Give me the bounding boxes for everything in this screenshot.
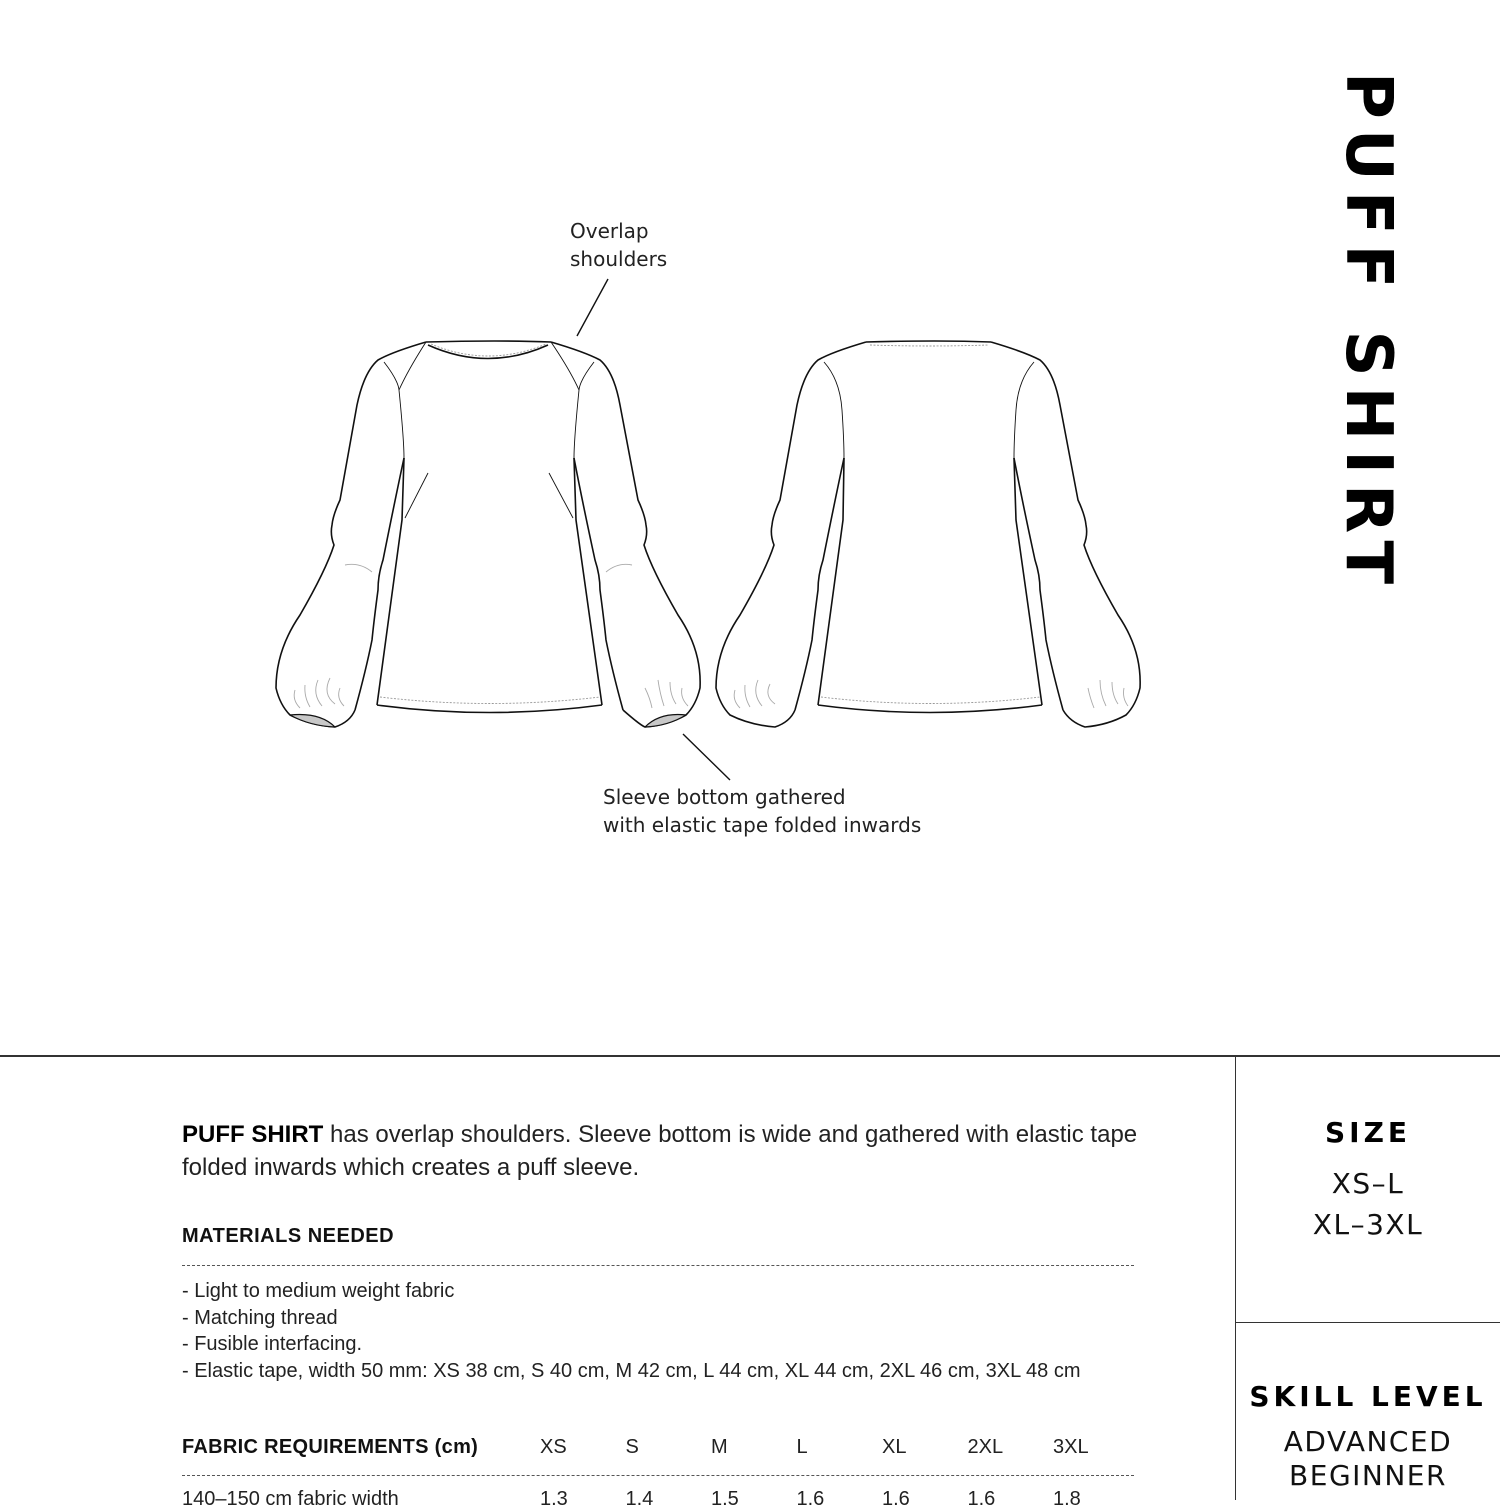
- size-heading: SIZE: [1324, 1116, 1411, 1149]
- fabric-requirements-header: [182, 1436, 1139, 1459]
- callout-line-2: shoulders: [570, 247, 668, 271]
- size-panel: [1236, 1116, 1500, 1245]
- fabric-value: 1.6: [882, 1488, 910, 1510]
- sleeve-callout-line: [683, 734, 730, 780]
- size-column-header: L: [796, 1436, 808, 1458]
- materials-divider: [182, 1265, 1134, 1266]
- materials-item: - Elastic tape, width 50 mm: XS 38 cm, S 40 cm, M 42 cm, L 44 cm, XL 44 cm, 2XL 46 cm, 3XL 48 cm: [182, 1359, 1081, 1382]
- materials-item: - Light to medium weight fabric: [182, 1280, 455, 1302]
- size-column-header: XL: [882, 1436, 907, 1458]
- fabric-value: 1.5: [711, 1488, 739, 1510]
- horizontal-divider: [0, 1055, 1500, 1057]
- materials-item: - Fusible interfacing.: [182, 1333, 363, 1355]
- size-column-header: 3XL: [1053, 1436, 1089, 1458]
- size-column-header: 2XL: [967, 1436, 1004, 1458]
- fabric-width-label: 140–150 cm fabric width: [182, 1488, 399, 1510]
- description: [182, 1118, 1152, 1184]
- materials-heading: MATERIALS NEEDED: [182, 1225, 395, 1247]
- page-title: PUFF SHIRT: [1331, 71, 1405, 594]
- description-text: has overlap shoulders. Sleeve bottom is wide and gathered with elastic tape folded inwards which creates a puff sleeve.: [182, 1121, 1138, 1181]
- fabric-value: 1.8: [1053, 1488, 1081, 1510]
- callout-line-1: Sleeve bottom gathered: [603, 785, 846, 809]
- description-product-name: PUFF SHIRT: [182, 1121, 324, 1148]
- callout-line-1: Overlap: [570, 219, 649, 243]
- skill-level-heading: SKILL LEVEL: [1249, 1380, 1487, 1413]
- callout-sleeve-gathered: [603, 783, 921, 839]
- fabric-value: 1.3: [540, 1488, 568, 1510]
- size-range: XS–L: [1331, 1167, 1405, 1200]
- skill-level-value: BEGINNER: [1289, 1459, 1447, 1492]
- side-panel-divider: [1235, 1322, 1500, 1323]
- size-column-header: S: [625, 1436, 639, 1458]
- fabric-divider: [182, 1475, 1134, 1476]
- skill-level-value: ADVANCED: [1283, 1425, 1453, 1458]
- fabric-value: 1.6: [967, 1488, 996, 1510]
- size-column-header: XS: [540, 1436, 567, 1458]
- size-range: XL–3XL: [1312, 1208, 1424, 1241]
- materials-list: [182, 1278, 1081, 1384]
- size-column-header: M: [711, 1436, 728, 1458]
- callout-overlap-shoulders: [570, 217, 667, 273]
- front-view-sketch: [276, 341, 700, 727]
- shoulder-callout-line: [577, 279, 608, 336]
- fabric-value: 1.6: [796, 1488, 825, 1510]
- materials-item: - Matching thread: [182, 1306, 338, 1329]
- skill-level-panel: [1236, 1380, 1500, 1493]
- back-view-sketch: [716, 341, 1140, 727]
- callout-line-2: with elastic tape folded inwards: [603, 813, 922, 837]
- fabric-requirements-heading: FABRIC REQUIREMENTS (cm): [182, 1436, 479, 1458]
- fabric-value: 1.4: [625, 1488, 654, 1510]
